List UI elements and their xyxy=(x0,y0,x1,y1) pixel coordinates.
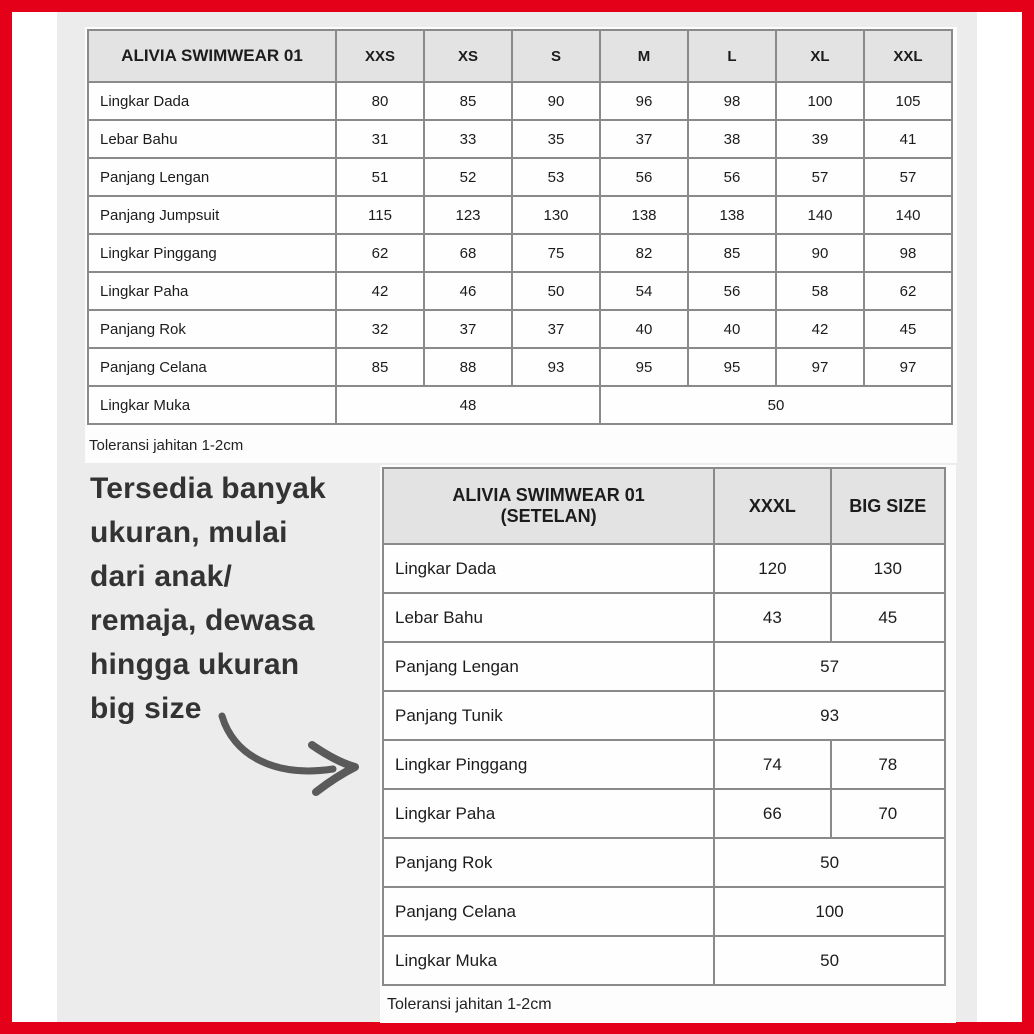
measurement-row xyxy=(383,593,945,642)
size-column-header: L xyxy=(688,30,776,82)
measurement-value: 42 xyxy=(336,272,424,310)
measurement-value: 46 xyxy=(424,272,512,310)
measurement-value: 140 xyxy=(776,196,864,234)
measurement-row xyxy=(383,740,945,789)
size-column-header: XXL xyxy=(864,30,952,82)
measurement-row xyxy=(88,386,952,424)
measurement-row xyxy=(383,642,945,691)
measurement-label: Panjang Jumpsuit xyxy=(88,196,336,234)
size-table-panel-main xyxy=(85,27,957,463)
measurement-value: 45 xyxy=(864,310,952,348)
annotation-line: big size xyxy=(90,692,202,725)
measurement-value: 93 xyxy=(512,348,600,386)
measurement-value: 31 xyxy=(336,120,424,158)
measurement-value: 40 xyxy=(600,310,688,348)
measurement-row xyxy=(383,691,945,740)
measurement-row xyxy=(383,936,945,985)
measurement-value: 42 xyxy=(776,310,864,348)
annotation-line: remaja, dewasa xyxy=(90,604,315,637)
measurement-row xyxy=(88,234,952,272)
measurement-label: Lebar Bahu xyxy=(383,593,714,642)
size-table-main-title: ALIVIA SWIMWEAR 01 xyxy=(88,30,336,82)
measurement-row xyxy=(88,348,952,386)
size-table-setelan-header-row xyxy=(383,468,945,544)
size-table-main xyxy=(87,29,953,425)
measurement-label: Panjang Rok xyxy=(88,310,336,348)
size-table-setelan-title xyxy=(383,468,714,544)
measurement-row xyxy=(88,310,952,348)
measurement-value: 74 xyxy=(714,740,830,789)
size-table-panel-setelan xyxy=(380,465,956,1023)
size-table-setelan xyxy=(382,467,946,986)
measurement-label: Lingkar Pinggang xyxy=(88,234,336,272)
measurement-label: Panjang Rok xyxy=(383,838,714,887)
measurement-value: 100 xyxy=(714,887,945,936)
size-chart-content xyxy=(57,12,977,1022)
measurement-value: 80 xyxy=(336,82,424,120)
measurement-value: 97 xyxy=(864,348,952,386)
size-column-header: M xyxy=(600,30,688,82)
measurement-value: 130 xyxy=(512,196,600,234)
measurement-value: 90 xyxy=(512,82,600,120)
measurement-label: Lingkar Muka xyxy=(88,386,336,424)
measurement-label: Lingkar Paha xyxy=(88,272,336,310)
measurement-value: 57 xyxy=(864,158,952,196)
measurement-label: Panjang Lengan xyxy=(383,642,714,691)
measurement-row xyxy=(88,272,952,310)
setelan-title-line2: (SETELAN) xyxy=(500,506,597,526)
measurement-row xyxy=(383,887,945,936)
measurement-label: Lingkar Dada xyxy=(88,82,336,120)
measurement-value: 78 xyxy=(831,740,945,789)
measurement-value: 57 xyxy=(714,642,945,691)
measurement-value: 50 xyxy=(600,386,952,424)
measurement-value: 50 xyxy=(714,936,945,985)
curved-arrow-icon xyxy=(215,712,375,798)
measurement-value: 43 xyxy=(714,593,830,642)
measurement-row xyxy=(88,196,952,234)
annotation-line: Tersedia banyak xyxy=(90,472,326,505)
measurement-row xyxy=(383,789,945,838)
measurement-row xyxy=(383,544,945,593)
measurement-value: 62 xyxy=(864,272,952,310)
measurement-value: 39 xyxy=(776,120,864,158)
measurement-value: 40 xyxy=(688,310,776,348)
measurement-value: 32 xyxy=(336,310,424,348)
measurement-label: Lingkar Dada xyxy=(383,544,714,593)
size-table-main-body xyxy=(88,82,952,424)
measurement-value: 75 xyxy=(512,234,600,272)
tolerance-note-main: Toleransi jahitan 1-2cm xyxy=(89,437,244,454)
measurement-value: 50 xyxy=(512,272,600,310)
size-column-header: XL xyxy=(776,30,864,82)
annotation-line: ukuran, mulai xyxy=(90,516,288,549)
measurement-value: 37 xyxy=(424,310,512,348)
measurement-value: 85 xyxy=(336,348,424,386)
measurement-value: 115 xyxy=(336,196,424,234)
size-column-header: XXS xyxy=(336,30,424,82)
measurement-value: 51 xyxy=(336,158,424,196)
measurement-value: 52 xyxy=(424,158,512,196)
measurement-value: 53 xyxy=(512,158,600,196)
measurement-value: 120 xyxy=(714,544,830,593)
measurement-value: 130 xyxy=(831,544,945,593)
measurement-label: Lingkar Muka xyxy=(383,936,714,985)
measurement-value: 98 xyxy=(864,234,952,272)
measurement-label: Panjang Lengan xyxy=(88,158,336,196)
measurement-row xyxy=(88,82,952,120)
measurement-value: 68 xyxy=(424,234,512,272)
measurement-row xyxy=(88,158,952,196)
measurement-value: 97 xyxy=(776,348,864,386)
tolerance-note-setelan: Toleransi jahitan 1-2cm xyxy=(387,996,552,1013)
measurement-value: 54 xyxy=(600,272,688,310)
measurement-value: 85 xyxy=(688,234,776,272)
size-table-main-header-row xyxy=(88,30,952,82)
measurement-value: 41 xyxy=(864,120,952,158)
measurement-value: 100 xyxy=(776,82,864,120)
measurement-value: 138 xyxy=(688,196,776,234)
measurement-value: 56 xyxy=(600,158,688,196)
measurement-value: 62 xyxy=(336,234,424,272)
measurement-value: 88 xyxy=(424,348,512,386)
measurement-value: 90 xyxy=(776,234,864,272)
measurement-label: Panjang Celana xyxy=(383,887,714,936)
measurement-value: 85 xyxy=(424,82,512,120)
measurement-value: 96 xyxy=(600,82,688,120)
measurement-value: 98 xyxy=(688,82,776,120)
measurement-value: 66 xyxy=(714,789,830,838)
measurement-value: 57 xyxy=(776,158,864,196)
measurement-label: Lebar Bahu xyxy=(88,120,336,158)
measurement-label: Lingkar Paha xyxy=(383,789,714,838)
measurement-value: 48 xyxy=(336,386,600,424)
measurement-label: Lingkar Pinggang xyxy=(383,740,714,789)
setelan-title-line1: ALIVIA SWIMWEAR 01 xyxy=(452,485,645,505)
measurement-label: Panjang Celana xyxy=(88,348,336,386)
measurement-value: 123 xyxy=(424,196,512,234)
size-column-header: XXXL xyxy=(714,468,830,544)
measurement-value: 95 xyxy=(688,348,776,386)
measurement-value: 138 xyxy=(600,196,688,234)
measurement-row xyxy=(88,120,952,158)
measurement-value: 56 xyxy=(688,158,776,196)
size-column-header: XS xyxy=(424,30,512,82)
annotation-line: hingga ukuran xyxy=(90,648,300,681)
measurement-value: 95 xyxy=(600,348,688,386)
availability-annotation xyxy=(90,467,390,731)
measurement-label: Panjang Tunik xyxy=(383,691,714,740)
measurement-value: 50 xyxy=(714,838,945,887)
measurement-value: 35 xyxy=(512,120,600,158)
measurement-value: 33 xyxy=(424,120,512,158)
measurement-value: 58 xyxy=(776,272,864,310)
measurement-value: 56 xyxy=(688,272,776,310)
size-table-setelan-body xyxy=(383,544,945,985)
size-column-header: S xyxy=(512,30,600,82)
measurement-value: 140 xyxy=(864,196,952,234)
measurement-value: 45 xyxy=(831,593,945,642)
measurement-value: 37 xyxy=(512,310,600,348)
measurement-value: 93 xyxy=(714,691,945,740)
measurement-value: 38 xyxy=(688,120,776,158)
measurement-value: 70 xyxy=(831,789,945,838)
measurement-row xyxy=(383,838,945,887)
measurement-value: 82 xyxy=(600,234,688,272)
measurement-value: 37 xyxy=(600,120,688,158)
size-column-header: BIG SIZE xyxy=(831,468,945,544)
annotation-line: dari anak/ xyxy=(90,560,233,593)
measurement-value: 105 xyxy=(864,82,952,120)
